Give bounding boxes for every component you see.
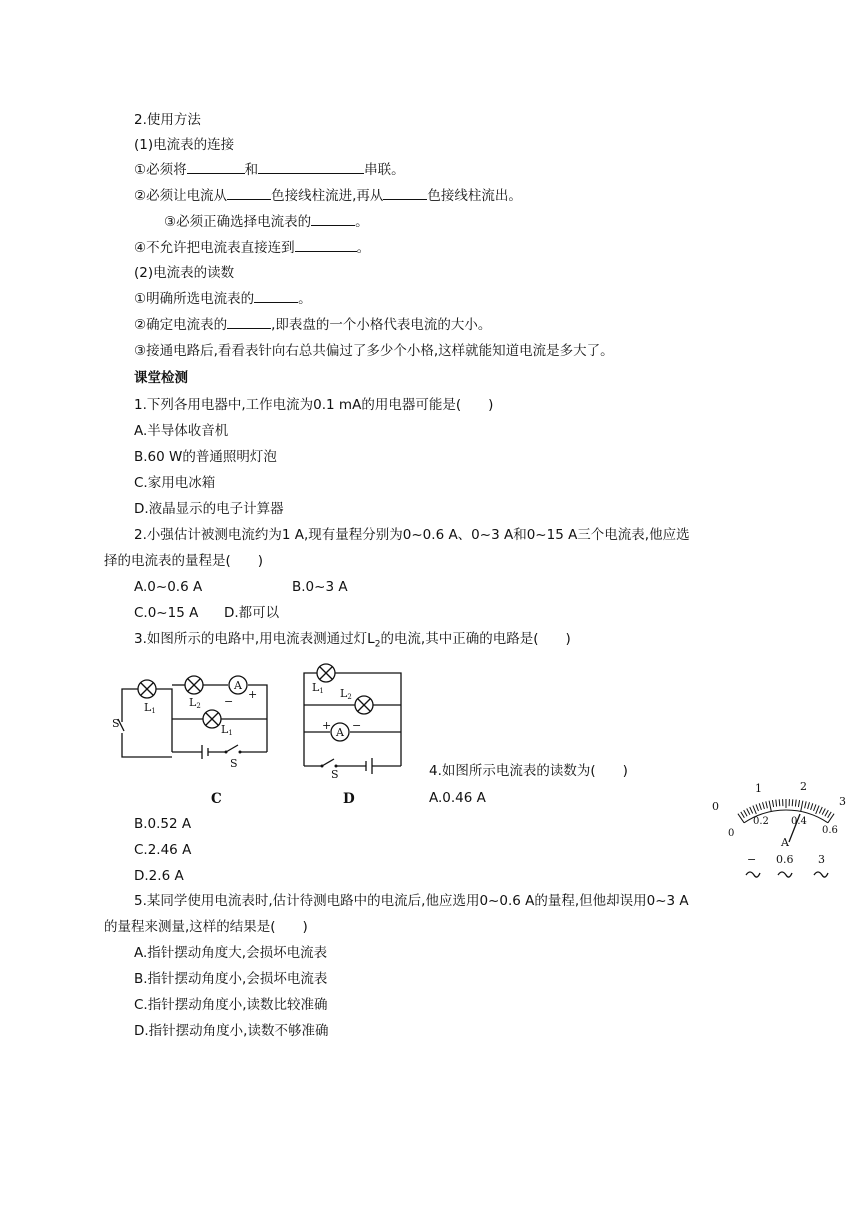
- q1-option-d: D.液晶显示的电子计算器: [134, 501, 284, 517]
- outer-scale-label: 0: [712, 800, 719, 813]
- blank: [227, 316, 271, 329]
- dial-tick: [779, 799, 780, 806]
- blank: [254, 290, 298, 303]
- dial-tick: [750, 807, 753, 813]
- lamp-label: L1: [144, 701, 156, 715]
- circuit-d-diagram: [298, 660, 413, 781]
- reading-item-3: ③接通电路后,看看表针向右总共偏过了多少个小格,这样就能知道电流是多大了。: [134, 343, 614, 359]
- q5-option-c: C.指针摆动角度小,读数比较准确: [134, 997, 328, 1013]
- lamp-l1: [317, 664, 335, 682]
- inner-scale-label: 0.4: [791, 816, 807, 827]
- dial-tick: [756, 804, 759, 811]
- terminal-label: 3: [818, 853, 825, 866]
- connection-item-1: ①必须将 和 串联。: [134, 162, 405, 178]
- ammeter-label: A: [234, 679, 242, 692]
- q2-option-a: A.0~0.6 A: [134, 579, 203, 595]
- question-3-stem: 3.如图所示的电路中,用电流表测通过灯$L_2$的电流,其中正确的电路是( ): [134, 631, 571, 650]
- q2-option-b: B.0~3 A: [292, 579, 348, 595]
- question-2-stem-line2: 择的电流表的量程是( ): [104, 553, 264, 569]
- blank: [227, 187, 271, 200]
- question-1-stem: 1.下列各用电器中,工作电流为0.1 mA的用电器可能是( ): [134, 397, 494, 413]
- plus-sign: +: [248, 688, 258, 701]
- q4-option-b: B.0.52 A: [134, 816, 192, 832]
- q4-option-a: A.0.46 A: [429, 790, 486, 806]
- dial-tick: [772, 800, 773, 807]
- reading-subtitle: (2)电流表的读数: [134, 265, 235, 281]
- usage-title: 2.使用方法: [134, 112, 201, 128]
- q5-option-d: D.指针摆动角度小,读数不够准确: [134, 1023, 329, 1039]
- question-2-stem-line1: 2.小强估计被测电流约为1 A,现有量程分别为0~0.6 A、0~3 A和0~15 A三个电流表,他应选: [134, 527, 690, 543]
- lamp-l1: [138, 680, 156, 698]
- unit-label: A: [781, 836, 789, 849]
- minus-sign: −: [352, 719, 362, 732]
- switch-label: S: [230, 757, 238, 770]
- reading-item-2: ②确定电流表的 ,即表盘的一个小格代表电流的大小。: [134, 317, 492, 333]
- section-heading: 课堂检测: [134, 370, 188, 386]
- dial-tick: [808, 802, 810, 809]
- blank: [311, 213, 355, 226]
- dial-tick: [753, 806, 756, 814]
- q4-option-d: D.2.6 A: [134, 868, 184, 884]
- blank: [187, 161, 245, 174]
- dial-tick: [766, 801, 768, 808]
- q1-option-c: C.家用电冰箱: [134, 475, 216, 491]
- switch-label: S: [112, 717, 120, 730]
- dial-tick: [776, 800, 777, 807]
- terminal-label: −: [747, 853, 757, 866]
- outer-scale-label: 1: [755, 782, 762, 795]
- dial-tick: [792, 799, 793, 806]
- reading-item-1: ①明确所选电流表的 。: [134, 291, 312, 307]
- circuit-c-diagram: [110, 665, 275, 775]
- dial-tick: [811, 803, 813, 810]
- blank: [295, 239, 357, 252]
- dial-tick: [825, 810, 828, 816]
- plus-sign: +: [322, 719, 332, 732]
- connection-item-4: ④不允许把电流表直接连到 。: [134, 240, 371, 256]
- outer-scale-label: 3: [839, 795, 846, 808]
- lamp-l2: [355, 696, 373, 714]
- dial-tick: [801, 801, 803, 812]
- blank: [258, 161, 364, 174]
- dial-tick: [741, 812, 745, 818]
- connection-item-3: ③必须正确选择电流表的 。: [164, 214, 369, 230]
- switch-label: S: [331, 768, 339, 781]
- connection-subtitle: (1)电流表的连接: [134, 137, 235, 153]
- terminal-label: 0.6: [776, 853, 794, 866]
- terminal-knob: [746, 872, 760, 877]
- dial-tick: [744, 810, 747, 816]
- dial-tick: [822, 809, 825, 815]
- lamp-l1-branch: [203, 710, 221, 728]
- dial-tick: [769, 801, 771, 812]
- dial-tick: [747, 809, 750, 815]
- inner-scale-label: 0.6: [822, 825, 838, 836]
- inner-scale-label: 0: [728, 828, 735, 839]
- q2-option-c: C.0~15 A: [134, 605, 199, 621]
- q2-option-d: D.都可以: [224, 605, 280, 621]
- q1-option-b: B.60 W的普通照明灯泡: [134, 449, 277, 465]
- minus-sign: −: [224, 695, 234, 708]
- inner-scale-label: 0.2: [753, 816, 769, 827]
- figure-label-d: D: [343, 791, 355, 807]
- q1-option-a: A.半导体收音机: [134, 423, 229, 439]
- lamp-label: L1: [312, 681, 324, 695]
- q5-option-b: B.指针摆动角度小,会损坏电流表: [134, 971, 328, 987]
- question-5-stem-line1: 5.某同学使用电流表时,估计待测电路中的电流后,他应选用0~0.6 A的量程,但他却误用0~3 A: [134, 893, 689, 909]
- figure-label-c: C: [211, 791, 222, 807]
- dial-tick: [816, 806, 819, 814]
- lamp-l2: [185, 676, 203, 694]
- terminal-knob: [778, 872, 792, 877]
- question-4-stem: 4.如图所示电流表的读数为( ): [429, 763, 628, 779]
- question-5-stem-line2: 的量程来测量,这样的结果是( ): [104, 919, 308, 935]
- blank: [383, 187, 427, 200]
- lamp-label: L1: [221, 723, 233, 737]
- lamp-label: L2: [340, 687, 352, 701]
- dial-tick: [759, 803, 761, 810]
- q4-option-c: C.2.46 A: [134, 842, 192, 858]
- q5-option-a: A.指针摆动角度大,会损坏电流表: [134, 945, 328, 961]
- lamp-label: L2: [189, 696, 201, 710]
- ammeter-label: A: [336, 726, 344, 739]
- terminal-knob: [814, 872, 828, 877]
- ammeter-dial: [706, 780, 852, 885]
- dial-tick: [814, 804, 817, 811]
- connection-item-2: ②必须让电流从 色接线柱流进,再从 色接线柱流出。: [134, 188, 522, 204]
- dial-tick: [828, 812, 832, 818]
- dial-tick: [805, 801, 807, 808]
- outer-scale-label: 2: [800, 780, 807, 793]
- dial-tick: [819, 807, 822, 813]
- dial-tick: [763, 802, 765, 809]
- dial-tick: [795, 800, 796, 807]
- dial-tick: [798, 800, 799, 807]
